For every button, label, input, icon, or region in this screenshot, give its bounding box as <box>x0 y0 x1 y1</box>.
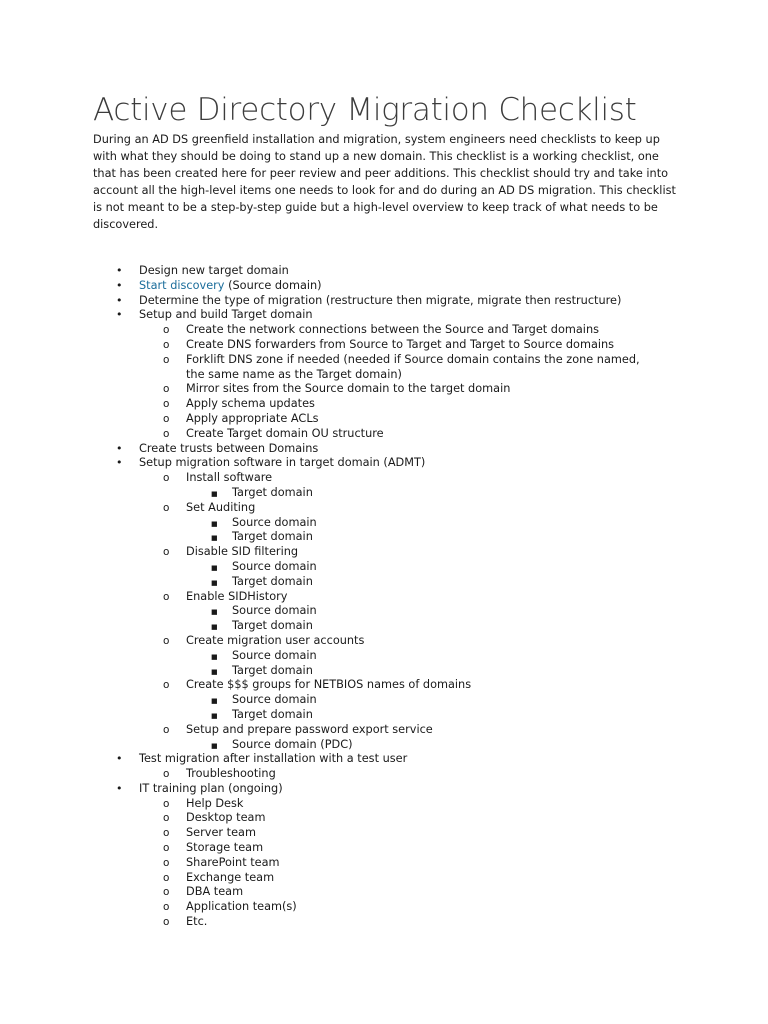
bullet-marker: • <box>116 278 123 292</box>
circle-marker: o <box>163 812 170 825</box>
checklist-item-text: Create trusts between Domains <box>139 441 319 455</box>
checklist-item-text: Design new target domain <box>139 264 289 277</box>
checklist-item-text: IT training plan (ongoing) <box>139 781 283 795</box>
checklist-item-text: Source domain <box>232 648 317 662</box>
checklist-item-text: Desktop team <box>186 811 266 825</box>
circle-marker: o <box>163 412 170 425</box>
circle-marker: o <box>163 398 170 411</box>
square-marker: ■ <box>211 534 218 543</box>
checklist-item-level-1 <box>93 294 693 309</box>
document-body <box>93 88 693 929</box>
checklist-item-text: Setup and build Target domain <box>139 308 313 322</box>
checklist-item-text: Determine the type of migration (restructure then migrate, migrate then restructure) <box>139 293 622 307</box>
checklist-item-text: Application team(s) <box>186 900 297 914</box>
checklist-item-text: Target domain <box>232 663 313 677</box>
checklist-item-suffix: (Source domain) <box>224 278 322 292</box>
bullet-marker: • <box>116 752 123 766</box>
checklist-item-text: Forklift DNS zone if needed (needed if Source domain contains the zone named, the same name as the Target domain) <box>186 352 640 381</box>
checklist-item-text: Server team <box>186 826 256 840</box>
checklist-item-text: Apply schema updates <box>186 397 315 411</box>
checklist-item-level-2 <box>93 545 693 560</box>
migration-checklist <box>93 264 693 930</box>
circle-marker: o <box>163 842 170 855</box>
checklist-item-text: Apply appropriate ACLs <box>186 411 319 425</box>
checklist-item-level-2 <box>93 856 693 871</box>
circle-marker: o <box>163 383 170 396</box>
checklist-item-level-2 <box>93 397 693 412</box>
circle-marker: o <box>163 472 170 485</box>
checklist-item-level-3 <box>93 649 693 664</box>
square-marker: ■ <box>211 578 218 587</box>
checklist-item-text: Etc. <box>186 915 208 929</box>
checklist-item-text: Set Auditing <box>186 500 256 514</box>
checklist-item-level-2 <box>93 841 693 856</box>
checklist-item-text: Target domain <box>232 574 313 588</box>
checklist-item-level-3 <box>93 486 693 501</box>
checklist-item-level-1 <box>93 752 693 767</box>
square-marker: ■ <box>211 652 218 661</box>
checklist-item-level-2 <box>93 412 693 427</box>
checklist-item-text: Create $$$ groups for NETBIOS names of domains <box>186 678 472 692</box>
checklist-item-level-2 <box>93 678 693 693</box>
checklist-item-text: Create Target domain OU structure <box>186 426 384 440</box>
circle-marker: o <box>163 324 170 337</box>
circle-marker: o <box>163 827 170 840</box>
checklist-item-level-2 <box>93 353 693 383</box>
checklist-item-level-2 <box>93 767 693 782</box>
checklist-item-text: Enable SIDHistory <box>186 589 288 603</box>
checklist-item-level-3 <box>93 604 693 619</box>
checklist-item-text: Test migration after installation with a test user <box>139 752 408 766</box>
checklist-item-level-2 <box>93 382 693 397</box>
bullet-marker: • <box>116 441 123 455</box>
checklist-item-level-3 <box>93 664 693 679</box>
checklist-item-level-2 <box>93 826 693 841</box>
bullet-marker: • <box>116 264 123 277</box>
checklist-item-level-2 <box>93 338 693 353</box>
square-marker: ■ <box>211 623 218 632</box>
circle-marker: o <box>163 679 170 692</box>
square-marker: ■ <box>211 741 218 750</box>
checklist-item-text <box>139 279 693 294</box>
checklist-item-text: Source domain <box>232 559 317 573</box>
bullet-marker: • <box>116 293 123 307</box>
document-title: Active Directory Migration Checklist <box>93 92 637 128</box>
circle-marker: o <box>163 901 170 914</box>
checklist-item-text: Install software <box>186 471 273 485</box>
checklist-item-text: Disable SID filtering <box>186 545 299 559</box>
checklist-item-text: Create DNS forwarders from Source to Target and Target to Source domains <box>186 337 615 351</box>
circle-marker: o <box>163 723 170 736</box>
square-marker: ■ <box>211 489 218 498</box>
checklist-item-level-2 <box>93 427 693 442</box>
checklist-item-text: Target domain <box>232 530 313 544</box>
circle-marker: o <box>163 353 170 366</box>
checklist-item-level-3 <box>93 708 693 723</box>
checklist-item-level-3 <box>93 693 693 708</box>
circle-marker: o <box>163 501 170 514</box>
bullet-marker: • <box>116 308 123 322</box>
bullet-marker: • <box>116 781 123 795</box>
checklist-item-level-1 <box>93 442 693 457</box>
checklist-item-text: Troubleshooting <box>186 767 276 781</box>
checklist-item-text: Setup and prepare password export service <box>186 722 433 736</box>
checklist-item-text: Target domain <box>232 619 313 633</box>
circle-marker: o <box>163 427 170 440</box>
square-marker: ■ <box>211 667 218 676</box>
checklist-item-level-1 <box>93 279 693 294</box>
checklist-item-level-3 <box>93 575 693 590</box>
circle-marker: o <box>163 871 170 884</box>
checklist-item-text: Storage team <box>186 841 264 855</box>
checklist-item-level-2 <box>93 900 693 915</box>
square-marker: ■ <box>211 519 218 528</box>
square-marker: ■ <box>211 608 218 617</box>
circle-marker: o <box>163 768 170 781</box>
circle-marker: o <box>163 590 170 603</box>
checklist-item-level-1 <box>93 308 693 323</box>
circle-marker: o <box>163 546 170 559</box>
checklist-item-text: Target domain <box>232 707 313 721</box>
circle-marker: o <box>163 634 170 647</box>
checklist-item-level-2 <box>93 471 693 486</box>
checklist-item-level-1 <box>93 456 693 471</box>
checklist-item-level-3 <box>93 516 693 531</box>
checklist-item-text: Source domain <box>232 515 317 529</box>
checklist-item-text: DBA team <box>186 885 244 899</box>
checklist-item-text: Target domain <box>232 485 313 499</box>
checklist-item-text: Create migration user accounts <box>186 633 365 647</box>
checklist-item-level-2 <box>93 915 693 930</box>
circle-marker: o <box>163 338 170 351</box>
checklist-item-text: SharePoint team <box>186 855 280 869</box>
checklist-item-level-2 <box>93 885 693 900</box>
intro-paragraph: During an AD DS greenfield installation and migration, system engineers need checklists to keep up with what they should be doing to stand up a new domain. This checklist is a working checklist, one that has been created here for peer review and peer additions. This checklist should try and take into account all the high-level items one needs to look for and do during an AD DS migration. This checklist is not meant to be a step-by-step guide but a high-level overview to keep track of what needs to be discovered. <box>93 133 676 231</box>
start-discovery-link[interactable]: Start discovery <box>139 278 225 292</box>
checklist-item-level-2 <box>93 871 693 886</box>
square-marker: ■ <box>211 697 218 706</box>
circle-marker: o <box>163 856 170 869</box>
checklist-item-level-2 <box>93 323 693 338</box>
checklist-item-text: Source domain <box>232 693 317 707</box>
checklist-item-text: Create the network connections between the Source and Target domains <box>186 323 599 337</box>
bullet-marker: • <box>116 456 123 470</box>
checklist-item-text: Source domain (PDC) <box>232 737 353 751</box>
checklist-item-level-1 <box>93 264 693 279</box>
square-marker: ■ <box>211 563 218 572</box>
checklist-item-text: Source domain <box>232 604 317 618</box>
checklist-item-level-3 <box>93 738 693 753</box>
checklist-item-level-2 <box>93 634 693 649</box>
checklist-item-text: Help Desk <box>186 796 244 810</box>
checklist-item-level-3 <box>93 560 693 575</box>
checklist-item-level-2 <box>93 811 693 826</box>
circle-marker: o <box>163 797 170 810</box>
checklist-item-level-2 <box>93 797 693 812</box>
checklist-item-level-3 <box>93 619 693 634</box>
checklist-item-text: Exchange team <box>186 870 275 884</box>
circle-marker: o <box>163 886 170 899</box>
checklist-item-level-3 <box>93 530 693 545</box>
circle-marker: o <box>163 916 170 929</box>
checklist-item-level-2 <box>93 590 693 605</box>
square-marker: ■ <box>211 711 218 720</box>
checklist-item-text: Setup migration software in target domain (ADMT) <box>139 456 426 470</box>
checklist-item-text: Mirror sites from the Source domain to the target domain <box>186 382 511 396</box>
checklist-item-level-2 <box>93 501 693 516</box>
checklist-item-level-2 <box>93 723 693 738</box>
checklist-item-level-1 <box>93 782 693 797</box>
